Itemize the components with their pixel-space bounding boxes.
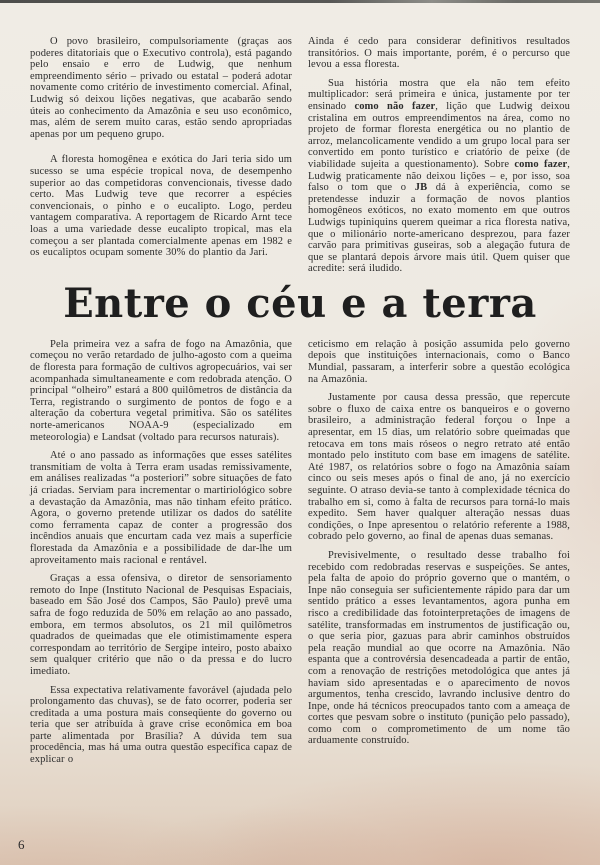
paragraph (308, 78, 570, 275)
paragraph: ceticismo em relação à posição assumida pelo governo depois que instituições internacionais, como o Banco Mundial, passaram, a interferir sobre a questão ecológica na Amazônia. (308, 338, 570, 385)
bottom-right-column (308, 339, 570, 766)
scan-edge-line (0, 0, 600, 3)
text-segment: dá à experiência, como se pretendesse induzir a formação de novos plantios homogêneos exóticos, no exato momento em que outros Ludwigs tupiniquins querem queimar a rica floresta nativa, que o milionário norte-americano desprezou, para fazer carvão para primitivas guseiras, sob a alegação futura de que se plantará depois árvore mais útil. Quem quiser que acredite: será iludido. (308, 182, 570, 275)
paragraph: Pela primeira vez a safra de fogo na Amazônia, que começou no verão retardado de julho-agosto com a queima de floresta para formação de cultivos agropecuários, vai ser acompanhada simultaneamente e com redobrada atenção. O principal “olheiro” estará a 800 quilômetros de distância da Terra, registrando o surgimento de pontos de fogo e a alteração da cobertura vegetal primitiva. São os satélites norte-americanos NOAA-9 (especializado em meteorologia) e Landsat (voltado para recursos naturais). (30, 338, 292, 443)
paragraph: Graças a essa ofensiva, o diretor de sensoriamento remoto do Inpe (Instituto Nacional de Pesquisas Espaciais, baseado em São José dos Campos, São Paulo) prevê uma safra de fogo reduzida de 50% em relação ao ano passado, embora, em termos absolutos, os 21 mil quilômetros quadrados de queimadas que ele otimistimamente espera correspondam ao território de Sergipe inteiro, posto abaixo sem qualquer critério que não o da pressa e do lucro imediato. (30, 573, 292, 677)
article-headline: Entre o céu e a terra (63, 279, 537, 327)
top-left-column (30, 36, 292, 275)
text-segment: Sua história mostra que ela não tem efeito multiplicador: será primeira e única, justamente por ter ensinado (308, 77, 570, 112)
text-segment: , lição que Ludwig deixou cristalina em outros empreendimentos na área, como no projeto de formar floresta energética ou no plantio de arroz, melancolicamente vendido a um grupo local para ser convertido em ponto turístico e criatório de peixe (de viabilidade sujeita a questionamento). Sobre (308, 100, 570, 170)
page-number: 6 (18, 837, 25, 852)
bottom-left-column (30, 339, 292, 766)
paragraph: O povo brasileiro, compulsoriamente (graças aos poderes ditatoriais que o Executivo controla), está pagando pelo ensaio e erro de Ludwig, que nenhum empreendimento sério – privado ou estatal – poderá adotar novamente como critério de investimento comercial. Afinal, Ludwig só deixou lições negativas, que acabarão sendo úteis ao conhecimento da Amazônia e seu uso econômico, mas, além de serem muito caras, estão sendo apropriadas apenas por um pequeno grupo. (30, 36, 292, 140)
top-columns (30, 36, 570, 275)
bold-text-segment: JB (414, 182, 428, 194)
bold-text-segment: como fazer (514, 158, 568, 170)
paragraph: Essa expectativa relativamente favorável (ajudada pelo prolongamento das chuvas), se de fato ocorrer, poderia ser creditada a uma postura mais conseqüente do governo ou teria que ser atribuída à grave crise econômica em boa parte alimentada por Brasília? A dúvida tem sua procedência, mas há uma outra questão específica capaz de explicar o (30, 684, 292, 766)
bold-text-segment: como não fazer (354, 100, 436, 112)
paragraph: A floresta homogênea e exótica do Jari teria sido um sucesso se uma espécie tropical nova, de desempenho superior ao das competidoras convencionais, tivesse dado certo. Mas Ludwig teve que recorrer a espécies convencionais, o pinho e o eucalipto. Logo, perdeu vantagem comparativa. A reportagem de Ricardo Arnt tece loas a uma variedade desse eucalipto tropical, mas ela começou a ser plantada comercialmente apenas em 1982 e os eucaliptos ocupam somente 30% do plantio da Jari. (30, 154, 292, 259)
paragraph: Até o ano passado as informações que esses satélites transmitiam de volta à Terra eram usadas remissivamente, em análises realizadas “a posteriori” sobre situações de fato já criadas. Serviam para incrementar o martiriológico sobre a devastação da Amazônia, mas não tinham efeito prático. Agora, o governo pretende utilizar os dados do satélite como ferramenta capaz de conter a progressão dos incêndios anuais que encurtam cada vez mais a superfície florestada da Amazônia e a possibilidade de dar-lhe um aproveitamento mais racional e rentável. (30, 450, 292, 566)
page-content (0, 36, 600, 766)
top-right-column (308, 36, 570, 275)
paragraph: Previsivelmente, o resultado desse trabalho foi recebido com redobradas reservas e suspeições. Se antes, pela falta de apoio do próprio governo que o mantém, o Inpe não conseguia ser suficientemente rápido para dar um sentido prático a esses levantamentos, agora punha em risco a credibilidade das fotointerpretações de imagens de satélite, transformadas em instrumentos de justificação ou, o que seria pior, gazuas para abrir caminhos obstruídos pela reação mundial ao que ocorre na Amazônia. Não espanta que a controvérsia desencadeada a partir de então, com a renovação de restrições metodológica que antes já haviam sido apresentadas e o aparecimento de novos argumentos, tenha crescido, lavrando inclusive dentro do Inpe, onde há técnicos preocupados tanto com a ameaça de cortes que pesvam sobre o instituto (punição pelo passado), como com o comprometimento de um nome tão arduamente construído. (308, 549, 570, 747)
bottom-columns (30, 339, 570, 766)
paragraph: Ainda é cedo para considerar definitivos resultados transitórios. O mais importante, porém, é o percurso que levou a essa floresta. (308, 36, 570, 71)
text-segment: , Ludwig praticamente não deixou lições – e, por isso, soa falso o tom que o (308, 158, 570, 194)
paragraph: Justamente por causa dessa pressão, que repercute sobre o fluxo de caixa entre os banqueiros e o governo brasileiro, a administração federal forçou o Inpe a apresentar, em 15 dias, um relatório sobre queimadas que retocava em tons mais róseos o negro retrato até então montado pelo instituto com base em imagens de satélite. Até 1987, os relatórios sobre o fogo na Amazônia saíam cinco ou seis meses após o final de ano, já no exercício seguinte. O atraso devia-se tanto à complexidade técnica do trabalho em si, como à falta de recursos para torná-lo mais expedito. Sem haver qualquer alteração nessas duas condições, o Inpe apresentou o relatório referente a 1988, cobrado pelo governo, ao final de apenas duas semanas. (308, 392, 570, 543)
